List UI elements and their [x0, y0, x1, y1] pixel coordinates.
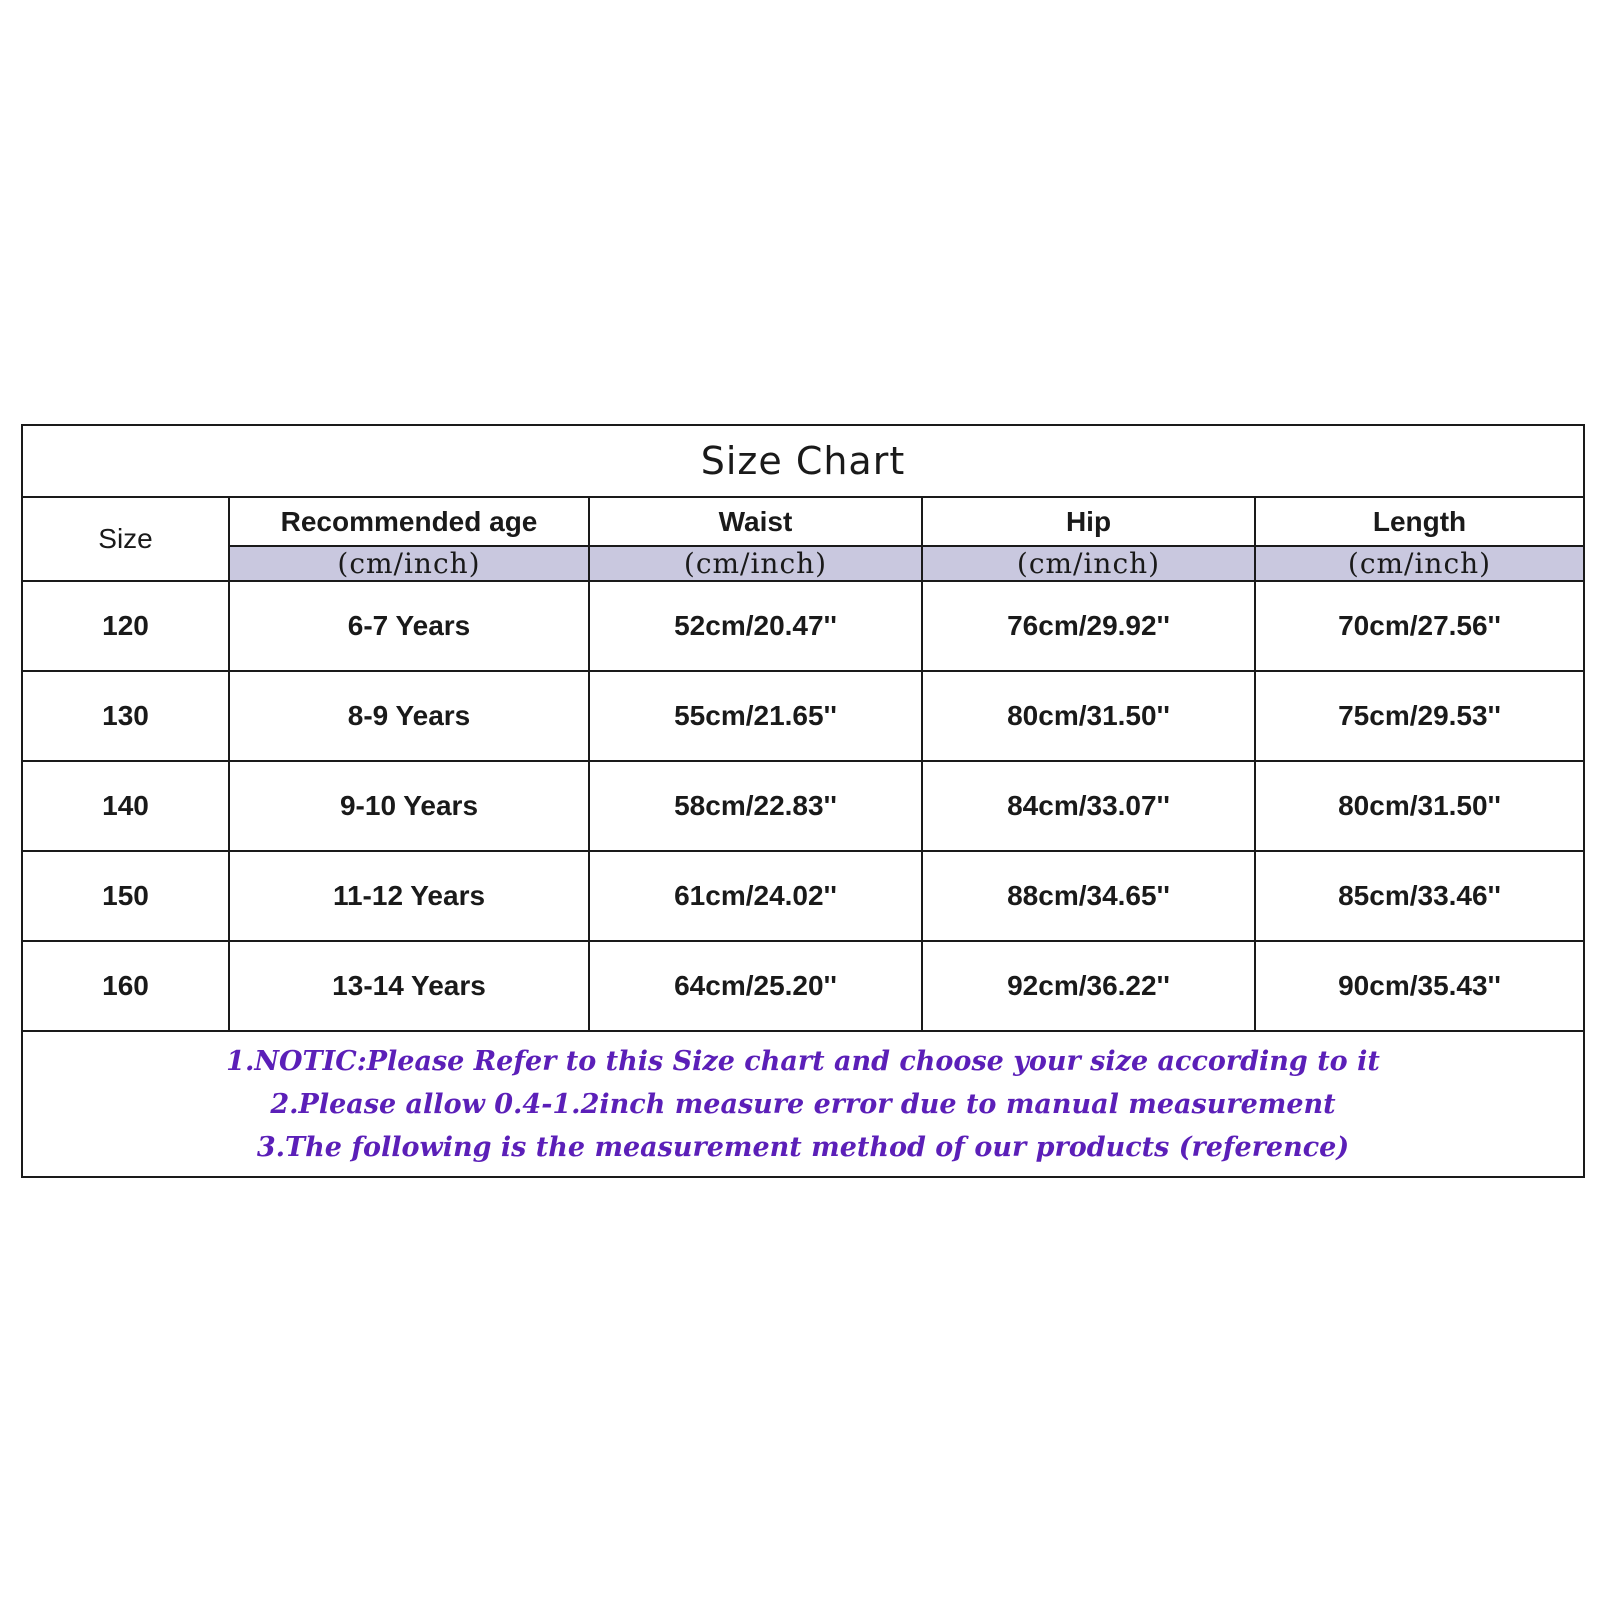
cell-length: 70cm/27.56'' — [1255, 581, 1583, 671]
cell-length: 85cm/33.46'' — [1255, 851, 1583, 941]
unit-length: (cm/inch) — [1255, 546, 1583, 581]
cell-hip: 84cm/33.07'' — [922, 761, 1255, 851]
cell-age: 9-10 Years — [229, 761, 589, 851]
note-line: 1.NOTIC:Please Refer to this Size chart and choose your size according to it — [226, 1045, 1380, 1077]
note-line: 3.The following is the measurement method of our products (reference) — [256, 1131, 1350, 1163]
cell-waist: 61cm/24.02'' — [589, 851, 922, 941]
cell-size: 140 — [23, 761, 229, 851]
table-row — [23, 581, 1583, 671]
cell-age: 6-7 Years — [229, 581, 589, 671]
cell-hip: 76cm/29.92'' — [922, 581, 1255, 671]
cell-length: 80cm/31.50'' — [1255, 761, 1583, 851]
unit-row — [23, 546, 1583, 581]
unit-waist: (cm/inch) — [589, 546, 922, 581]
cell-age: 13-14 Years — [229, 941, 589, 1031]
header-recommended-age: Recommended age — [229, 498, 589, 546]
cell-size: 150 — [23, 851, 229, 941]
unit-hip: (cm/inch) — [922, 546, 1255, 581]
size-chart — [21, 424, 1585, 1178]
notes — [23, 1032, 1583, 1176]
unit-recommended-age: (cm/inch) — [229, 546, 589, 581]
cell-size: 120 — [23, 581, 229, 671]
table-row — [23, 671, 1583, 761]
cell-waist: 64cm/25.20'' — [589, 941, 922, 1031]
size-table — [23, 498, 1583, 1032]
header-hip: Hip — [922, 498, 1255, 546]
table-row — [23, 941, 1583, 1031]
cell-waist: 55cm/21.65'' — [589, 671, 922, 761]
cell-hip: 88cm/34.65'' — [922, 851, 1255, 941]
note-line: 2.Please allow 0.4-1.2inch measure error due to manual measurement — [270, 1088, 1336, 1120]
cell-age: 8-9 Years — [229, 671, 589, 761]
cell-size: 160 — [23, 941, 229, 1031]
cell-size: 130 — [23, 671, 229, 761]
cell-age: 11-12 Years — [229, 851, 589, 941]
cell-hip: 80cm/31.50'' — [922, 671, 1255, 761]
table-row — [23, 761, 1583, 851]
header-waist: Waist — [589, 498, 922, 546]
cell-length: 75cm/29.53'' — [1255, 671, 1583, 761]
header-length: Length — [1255, 498, 1583, 546]
table-row — [23, 851, 1583, 941]
chart-title: Size Chart — [23, 426, 1583, 498]
header-row — [23, 498, 1583, 546]
header-size: Size — [23, 498, 229, 581]
cell-hip: 92cm/36.22'' — [922, 941, 1255, 1031]
cell-waist: 58cm/22.83'' — [589, 761, 922, 851]
cell-length: 90cm/35.43'' — [1255, 941, 1583, 1031]
cell-waist: 52cm/20.47'' — [589, 581, 922, 671]
